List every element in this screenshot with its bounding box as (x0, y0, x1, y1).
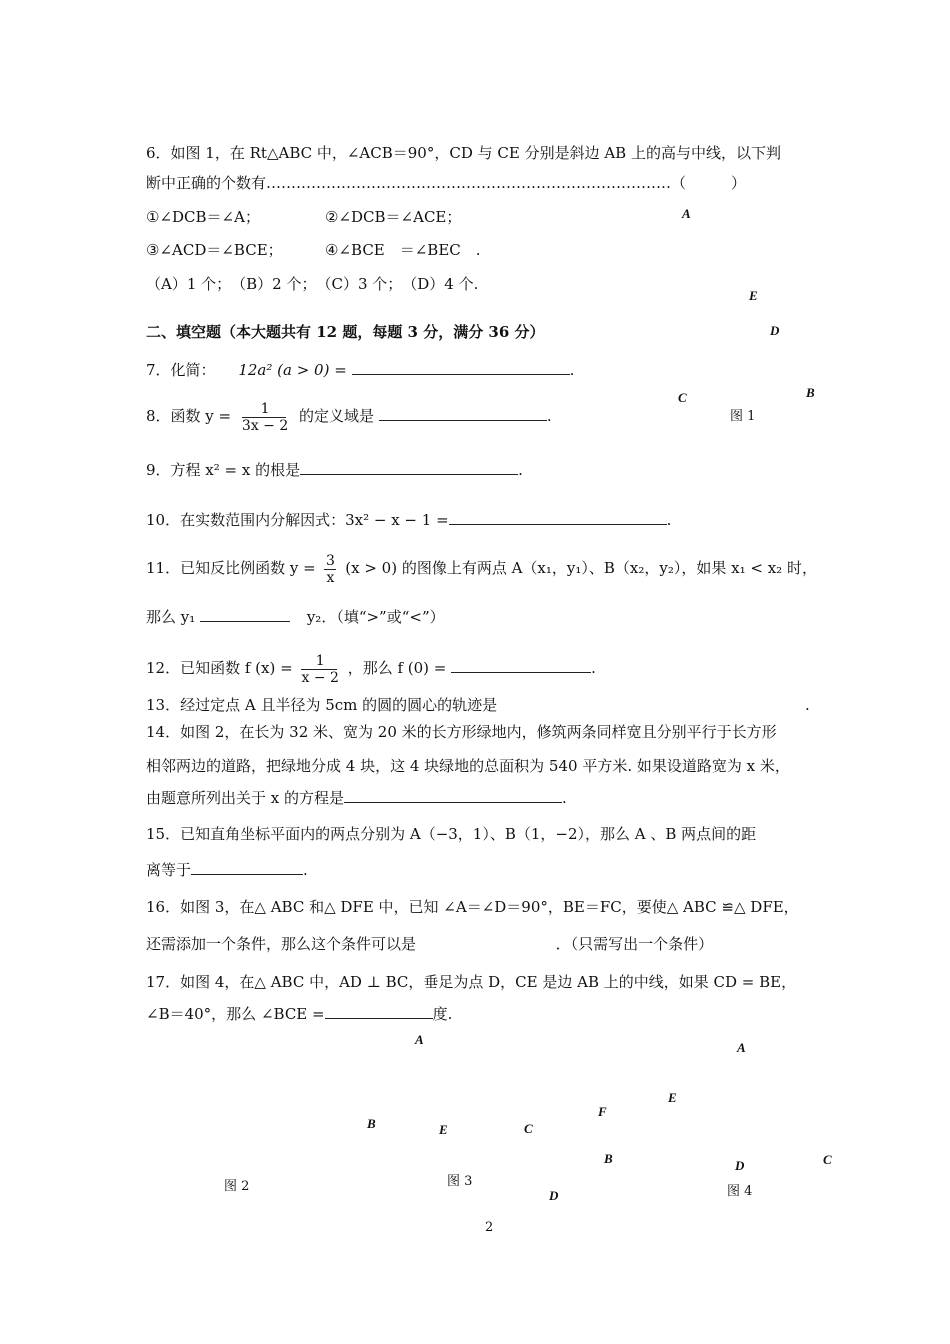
q6-option2: ②∠DCB＝∠ACE； (325, 208, 462, 226)
fig1-label-b: B (806, 385, 815, 400)
q10-period: . (666, 511, 672, 529)
fig4-label-e: E (668, 1090, 677, 1105)
q7-period: . (569, 361, 575, 379)
fig1-label-d: D (770, 323, 780, 338)
q14-line3 (146, 788, 567, 808)
q8-numerator: 1 (260, 400, 270, 417)
q12-period: . (591, 659, 596, 677)
q11-numerator: 3 (325, 552, 335, 569)
q6-option1: ①∠DCB＝∠A； (146, 208, 260, 226)
q10-answer-blank[interactable] (449, 510, 667, 525)
q10-prefix: 10．在实数范围内分解因式：3x² − x − 1 = (146, 511, 449, 529)
q11 (146, 548, 817, 588)
q9-prefix: 9．方程 x² = x 的根是 (146, 461, 301, 479)
fig3-label-f: F (598, 1104, 607, 1119)
q8-denominator: 3x − 2 (241, 417, 289, 434)
q8-prefix: 8．函数 y = (146, 407, 232, 425)
q9 (146, 460, 523, 480)
fig2-caption: 图 2 (224, 1179, 250, 1194)
q6-line2: 断中正确的个数有………………………………………………………………………（ ） (146, 174, 747, 192)
q17-line2-text: ∠B＝40°，那么 ∠BCE = (146, 1005, 325, 1023)
q12 (146, 648, 596, 688)
q6-line1: 6．如图 1，在 Rt△ABC 中，∠ACB＝90°，CD 与 CE 分别是斜边 AB 上的高与中线，以下判 (146, 144, 781, 162)
q11-prefix: 11．已知反比例函数 y = (146, 559, 316, 577)
q11-denominator: x (326, 569, 335, 586)
q14-line1: 14．如图 2，在长为 32 米、宽为 20 米的长方形绿地内，修筑两条同样宽且分别平行于长方形 (146, 723, 777, 741)
q7 (146, 360, 574, 380)
fig3-label-b: B (367, 1116, 376, 1131)
fig4-label-d: D (735, 1158, 745, 1173)
fig3-label-a: A (415, 1032, 424, 1047)
q14-period: . (562, 789, 567, 807)
fig4-caption: 图 4 (727, 1184, 753, 1199)
fig4-label-c: C (823, 1152, 832, 1167)
fig3-label-c: C (524, 1121, 533, 1136)
q15-line1: 15．已知直角坐标平面内的两点分别为 A（−3，1）、B（1，−2），那么 A 、B 两点间的距 (146, 825, 757, 843)
q8-period: . (546, 407, 552, 425)
q6-option3: ③∠ACD＝∠BCE； (146, 241, 283, 259)
q16-line2 (146, 934, 713, 954)
q9-period: . (518, 461, 523, 479)
fig4-label-a: A (737, 1040, 746, 1055)
q12-prefix: 12．已知函数 f (x) = (146, 659, 293, 677)
q17-answer-blank[interactable] (325, 1004, 433, 1019)
q15-line2-text: 离等于 (146, 861, 192, 879)
q11-line2 (146, 607, 445, 627)
q7-expression: 12a² (a > 0) = (238, 361, 347, 379)
fig3-caption: 图 3 (447, 1174, 473, 1189)
q17-line2 (146, 1004, 452, 1024)
q12-fraction (301, 653, 338, 686)
fig3-label-d: D (549, 1188, 559, 1203)
fig3-label-e: E (439, 1122, 448, 1137)
section-title: 二、填空题（本大题共有 12 题，每题 3 分，满分 36 分） (146, 323, 545, 341)
q14-line2: 相邻两边的道路，把绿地分成 4 块，这 4 块绿地的总面积为 540 平方米. 如果设道路宽为 x 米， (146, 757, 790, 775)
q8-suffix: 的定义域是 (299, 407, 375, 425)
q15-answer-blank[interactable] (191, 860, 303, 875)
q11-middle: (x > 0) 的图像上有两点 A（x₁，y₁）、B（x₂，y₂），如果 x₁ < x₂ 时， (345, 559, 817, 577)
q12-answer-blank[interactable] (451, 658, 591, 673)
q12-denominator: x − 2 (301, 669, 339, 686)
q17-unit: 度. (432, 1005, 453, 1023)
q6-option4: ④∠BCE ＝∠BEC . (325, 241, 481, 259)
q7-prefix: 7．化简： (146, 361, 216, 379)
q14-answer-blank[interactable] (344, 788, 562, 803)
q7-answer-blank[interactable] (352, 360, 570, 375)
fig1-caption: 图 1 (730, 409, 756, 424)
q8-fraction (242, 401, 288, 434)
q11-answer-blank[interactable] (200, 607, 290, 622)
q11-line2-end: y₂．（填“>”或“<”） (306, 608, 445, 626)
q17-line1: 17．如图 4，在△ ABC 中，AD ⊥ BC，垂足为点 D，CE 是边 AB 上的中线，如果 CD = BE， (146, 973, 797, 991)
q13-period: . (805, 696, 810, 714)
q6-choices: （A）1 个； （B）2 个； （C）3 个； （D）4 个. (146, 275, 479, 293)
q8-answer-blank[interactable] (379, 406, 547, 421)
q10 (146, 510, 671, 530)
page-number: 2 (485, 1220, 494, 1235)
fig1-label-a: A (682, 206, 691, 221)
q9-answer-blank[interactable] (300, 460, 518, 475)
q15-line2 (146, 860, 308, 880)
fig1-label-c: C (678, 390, 687, 405)
q16-line2-start: 还需添加一个条件，那么这个条件可以是 (146, 935, 417, 953)
q8 (146, 396, 552, 436)
q14-line3-text: 由题意所列出关于 x 的方程是 (146, 789, 344, 807)
q12-middle: ，那么 f (0) = (347, 659, 447, 677)
fig4-label-b: B (604, 1151, 613, 1166)
q15-period: . (303, 861, 308, 879)
q16-line1: 16．如图 3，在△ ABC 和△ DFE 中，已知 ∠A＝∠D＝90°，BE＝FC，要使△ ABC ≌△ DFE， (146, 898, 799, 916)
q11-line2-start: 那么 y₁ (146, 608, 196, 626)
q12-numerator: 1 (315, 652, 325, 669)
q16-line2-end: ．（只需写出一个条件） (555, 935, 714, 953)
q11-fraction (324, 553, 336, 586)
q13: 13．经过定点 A 且半径为 5cm 的圆的圆心的轨迹是 (146, 696, 498, 714)
fig1-label-e: E (749, 288, 758, 303)
